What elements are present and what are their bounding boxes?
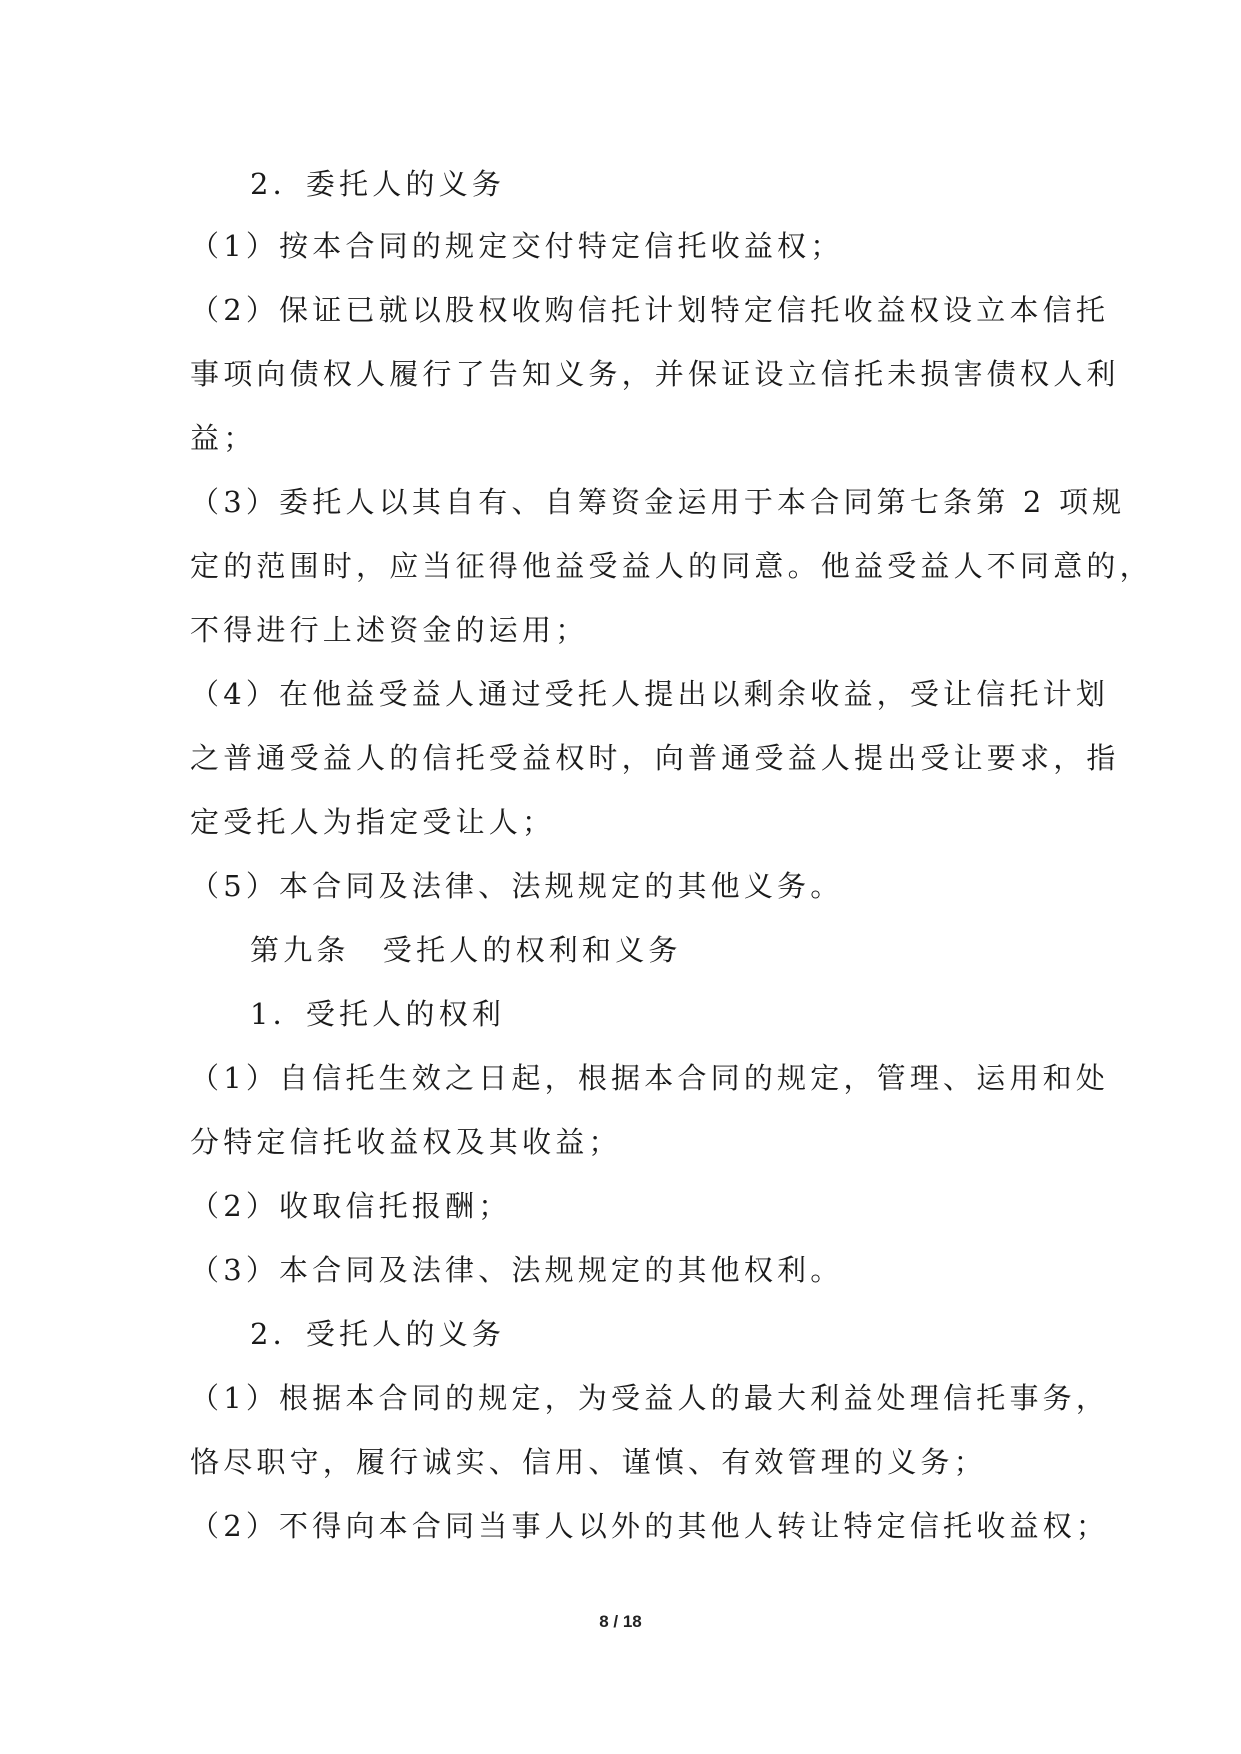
paragraph-line: （2）不得向本合同当事人以外的其他人转让特定信托收益权； [190, 1509, 1110, 1543]
paragraph-line: 益； [190, 421, 257, 455]
paragraph-line: （5）本合同及法律、法规规定的其他义务。 [190, 869, 844, 903]
paragraph-line: （3）本合同及法律、法规规定的其他权利。 [190, 1253, 844, 1287]
paragraph-line: （1）根据本合同的规定，为受益人的最大利益处理信托事务， [190, 1381, 1110, 1415]
paragraph-line: 定的范围时，应当征得他益受益人的同意。他益受益人不同意的， [190, 549, 1153, 583]
subsection-heading: 2．受托人的义务 [250, 1317, 506, 1351]
subsection-heading: 2．委托人的义务 [250, 167, 506, 201]
paragraph-line: （2）保证已就以股权收购信托计划特定信托收益权设立本信托 [190, 293, 1110, 327]
page-number: 8 / 18 [599, 1612, 642, 1631]
paragraph-line: 定受托人为指定受让人； [190, 805, 556, 839]
paragraph-line: 分特定信托收益权及其收益； [190, 1125, 622, 1159]
paragraph-line: 不得进行上述资金的运用； [190, 613, 589, 647]
paragraph-line: （2）收取信托报酬； [190, 1189, 512, 1223]
paragraph-line: （1）自信托生效之日起，根据本合同的规定，管理、运用和处 [190, 1061, 1110, 1095]
paragraph-line: （3）委托人以其自有、自筹资金运用于本合同第七条第 2 项规 [190, 485, 1126, 519]
paragraph-line: （1）按本合同的规定交付特定信托收益权； [190, 229, 844, 263]
subsection-heading: 1．受托人的权利 [250, 997, 506, 1031]
article-heading: 第九条 受托人的权利和义务 [250, 933, 682, 967]
paragraph-line: 事项向债权人履行了告知义务，并保证设立信托未损害债权人利 [190, 357, 1120, 391]
paragraph-line: （4）在他益受益人通过受托人提出以剩余收益，受让信托计划 [190, 677, 1110, 711]
paragraph-line: 之普通受益人的信托受益权时，向普通受益人提出受让要求，指 [190, 741, 1120, 775]
paragraph-line: 恪尽职守，履行诚实、信用、谨慎、有效管理的义务； [190, 1445, 987, 1479]
